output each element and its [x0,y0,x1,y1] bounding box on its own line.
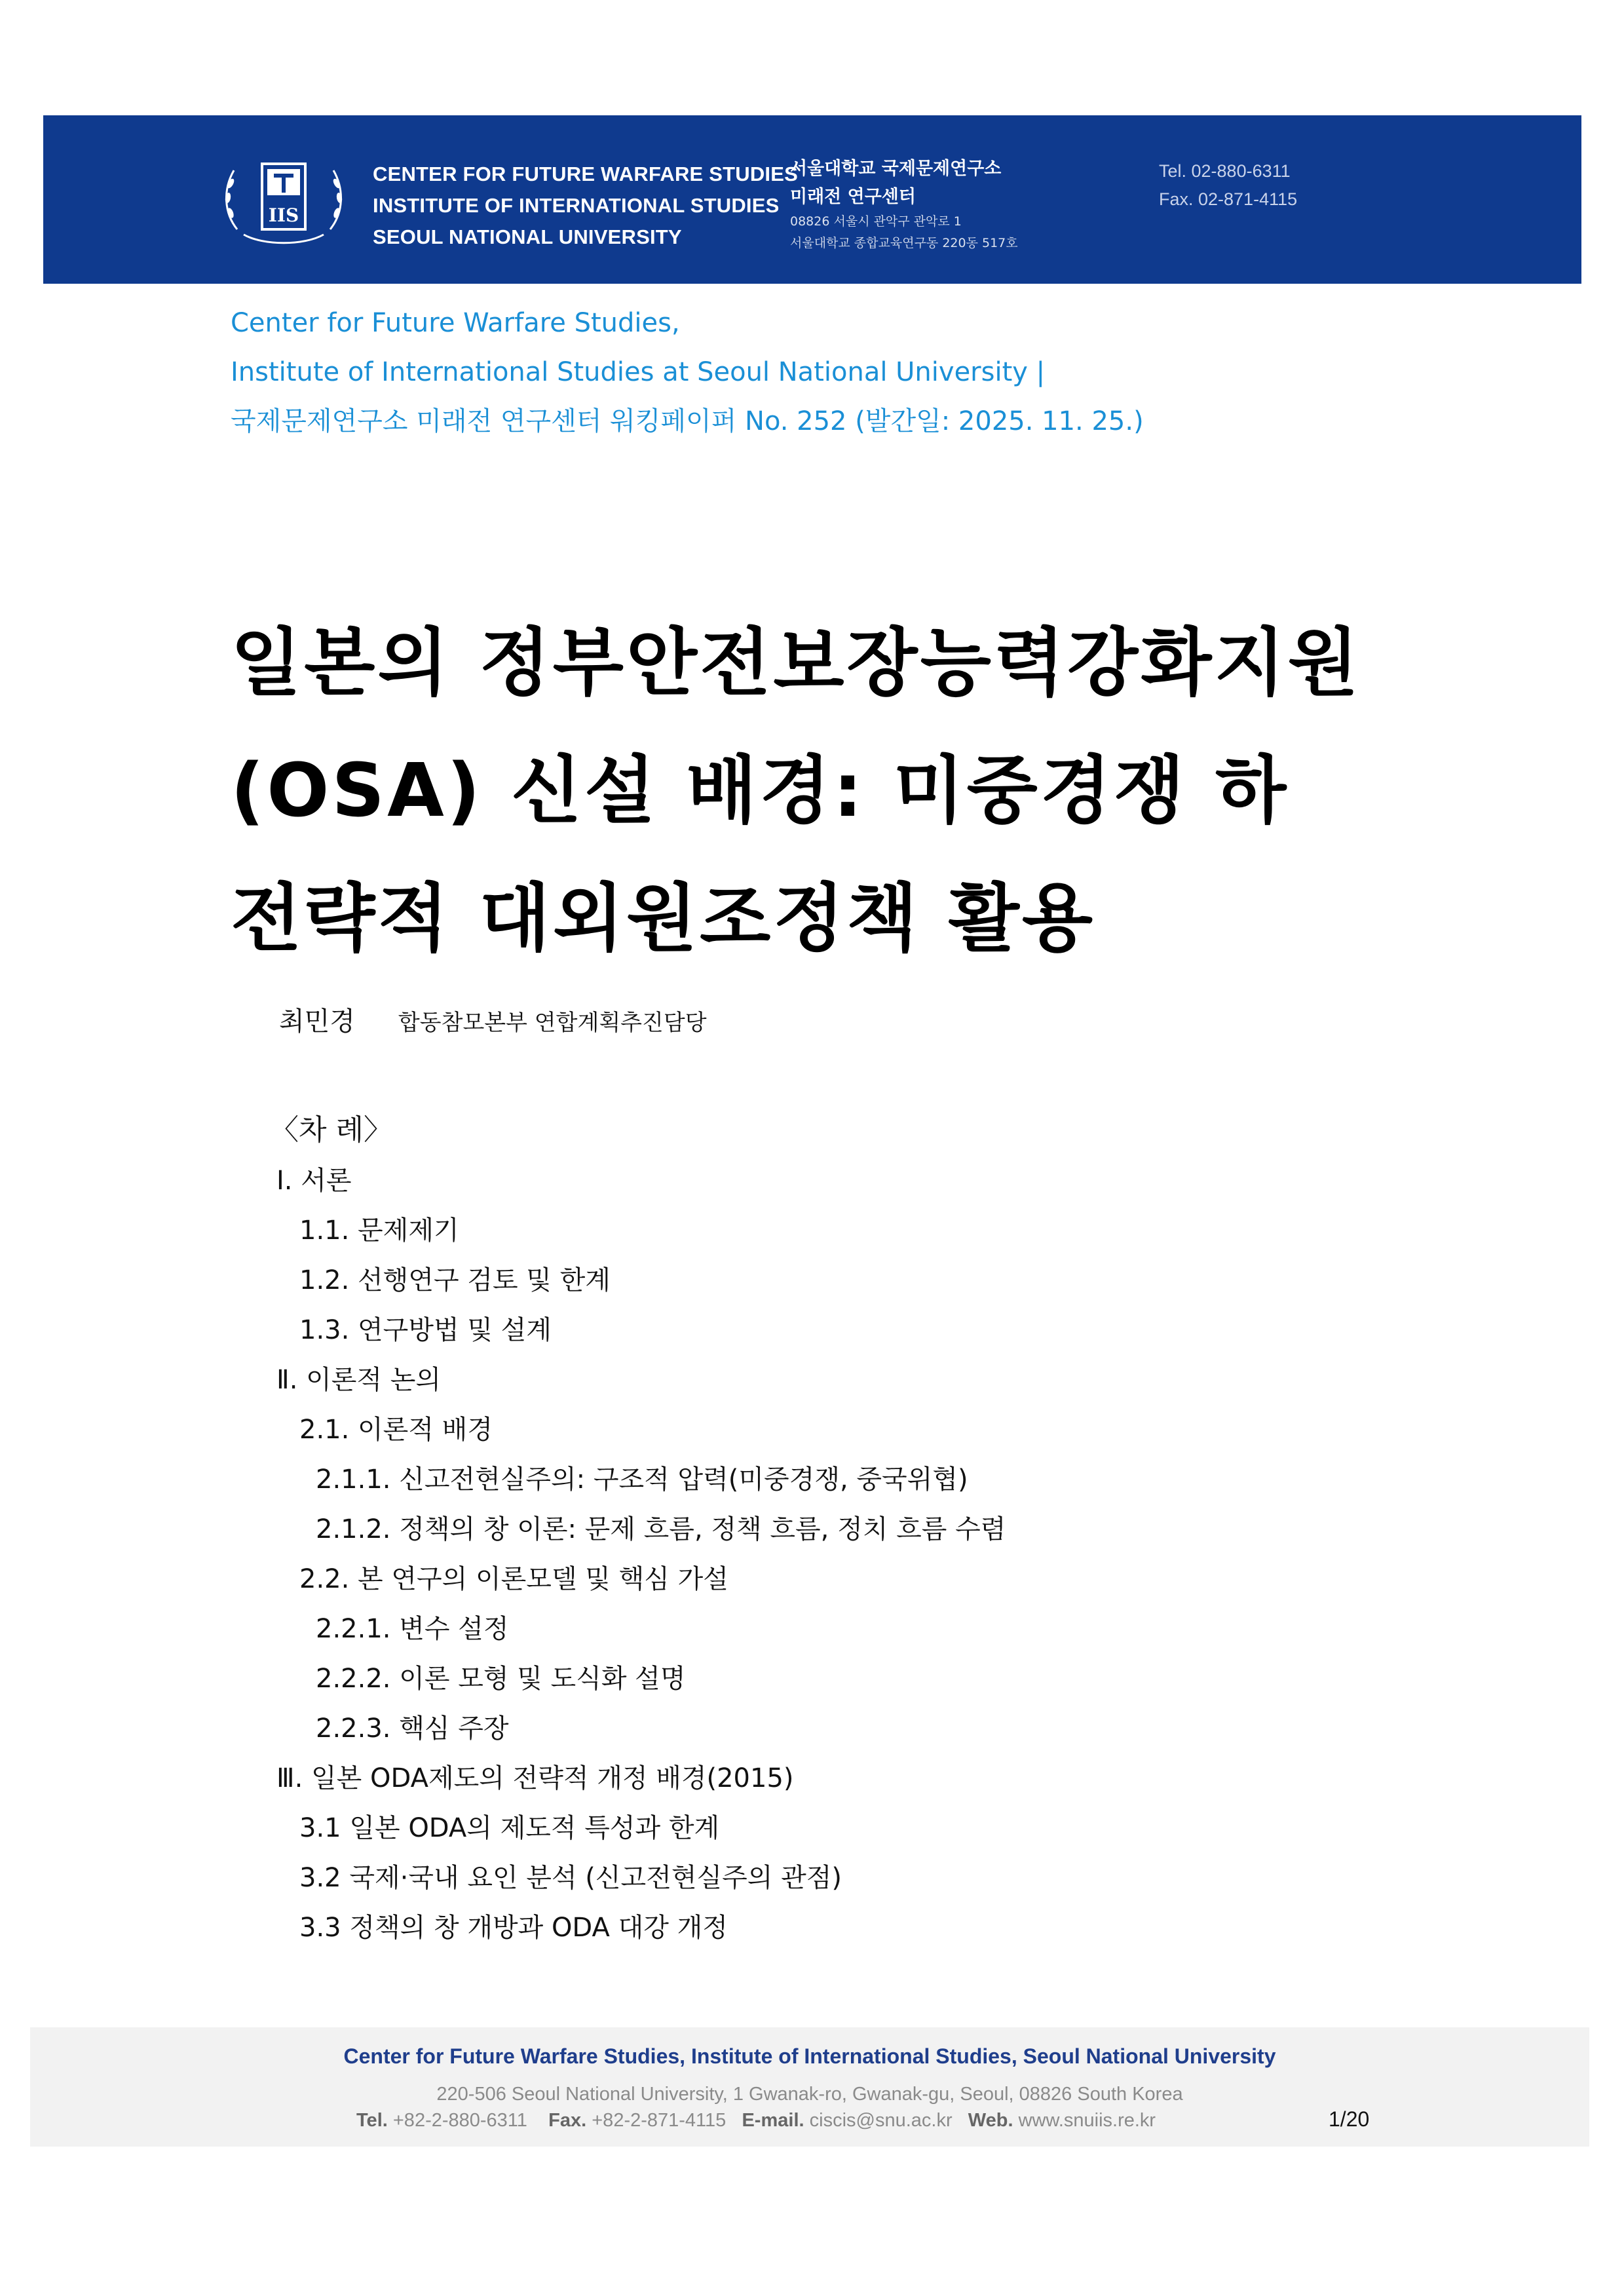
footer-tel-label: Tel. [356,2110,388,2131]
institution-name-en [373,159,798,253]
toc-item: 2.1.2. 정책의 창 이론: 문제 흐름, 정책 흐름, 정치 흐름 수렴 [316,1514,1006,1544]
title-line: 전략적 대외원조정책 활용 [231,876,1096,961]
toc-item: 2.2.2. 이론 모형 및 도식화 설명 [316,1664,686,1694]
wp-line1: Center for Future Warfare Studies, [231,308,680,338]
footer-address: 220-506 Seoul National University, 1 Gwanak-ro, Gwanak-gu, Seoul, 08826 South Korea [436,2084,1183,2105]
footer-tel: +82-2-880-6311 [392,2110,527,2131]
wp-line3: 국제문제연구소 미래전 연구센터 워킹페이퍼 No. 252 (발간일: 2025. 11. 25.) [231,406,1144,436]
working-paper-info [231,299,1144,446]
institution-name-ko [790,155,1018,254]
header-contact [1159,157,1297,214]
toc-item: 1.2. 선행연구 검토 및 한계 [299,1265,611,1295]
toc-item: Ⅰ. 서론 [276,1166,352,1196]
paper-title [231,600,1361,983]
toc-item: 2.2.1. 변수 설정 [316,1614,509,1644]
toc-item: 3.2 국제·국내 요인 분석 (신고전현실주의 관점) [299,1863,842,1893]
header-fax: Fax. 02-871-4115 [1159,189,1298,209]
toc-item: 1.1. 문제제기 [299,1215,459,1246]
institution-line: SEOUL NATIONAL UNIVERSITY [373,225,682,248]
author-name: 최민경 [279,1006,355,1037]
header-banner [43,115,1581,284]
svg-text:IIS: IIS [268,204,299,226]
toc-item: 1.3. 연구방법 및 설계 [299,1315,552,1345]
page-number: 1/20 [1329,2107,1370,2131]
address-line2: 서울대학교 종합교육연구동 220동 517호 [790,236,1018,250]
toc-item: 2.1. 이론적 배경 [299,1415,493,1445]
header-tel: Tel. 02-880-6311 [1159,161,1291,181]
institution-ko-line2: 미래전 연구센터 [790,187,916,207]
toc-item: 2.2. 본 연구의 이론모델 및 핵심 가설 [299,1564,728,1594]
toc-item: 3.1 일본 ODA의 제도적 특성과 한계 [299,1813,720,1843]
title-line: 일본의 정부안전보장능력강화지원 [231,621,1361,706]
author-line [279,1001,707,1038]
toc-item: Ⅲ. 일본 ODA제도의 전략적 개정 배경(2015) [276,1763,794,1793]
page-footer [30,2027,1589,2147]
institute-emblem-icon [211,151,356,249]
footer-web[interactable]: www.snuiis.re.kr [1018,2110,1156,2131]
footer-web-label: Web. [968,2110,1013,2131]
footer-email-label: E-mail. [742,2110,804,2131]
footer-contact [356,2110,1156,2132]
footer-email[interactable]: ciscis@snu.ac.kr [809,2110,953,2131]
institution-line: INSTITUTE OF INTERNATIONAL STUDIES [373,194,780,217]
footer-fax: +82-2-871-4115 [592,2110,727,2131]
toc-item: 2.1.1. 신고전현실주의: 구조적 압력(미중경쟁, 중국위협) [316,1464,968,1495]
toc-heading: 〈차 례〉 [270,1113,392,1147]
address-line1: 08826 서울시 관악구 관악로 1 [790,214,962,229]
author-affiliation: 합동참모본부 연합계획추진담당 [398,1010,707,1036]
institution-line: CENTER FOR FUTURE WARFARE STUDIES [373,163,799,185]
wp-line2: Institute of International Studies at Seoul National University | [231,357,1046,387]
footer-org: Center for Future Warfare Studies, Institute of International Studies, Seoul National University [343,2044,1276,2068]
title-line: (OSA) 신설 배경: 미중경쟁 하 [231,748,1289,833]
toc-item: 3.3 정책의 창 개방과 ODA 대강 개정 [299,1913,728,1943]
institution-ko-line1: 서울대학교 국제문제연구소 [790,159,1002,179]
toc-item: 2.2.3. 핵심 주장 [316,1713,509,1744]
footer-fax-label: Fax. [548,2110,587,2131]
toc-item: Ⅱ. 이론적 논의 [276,1365,442,1395]
